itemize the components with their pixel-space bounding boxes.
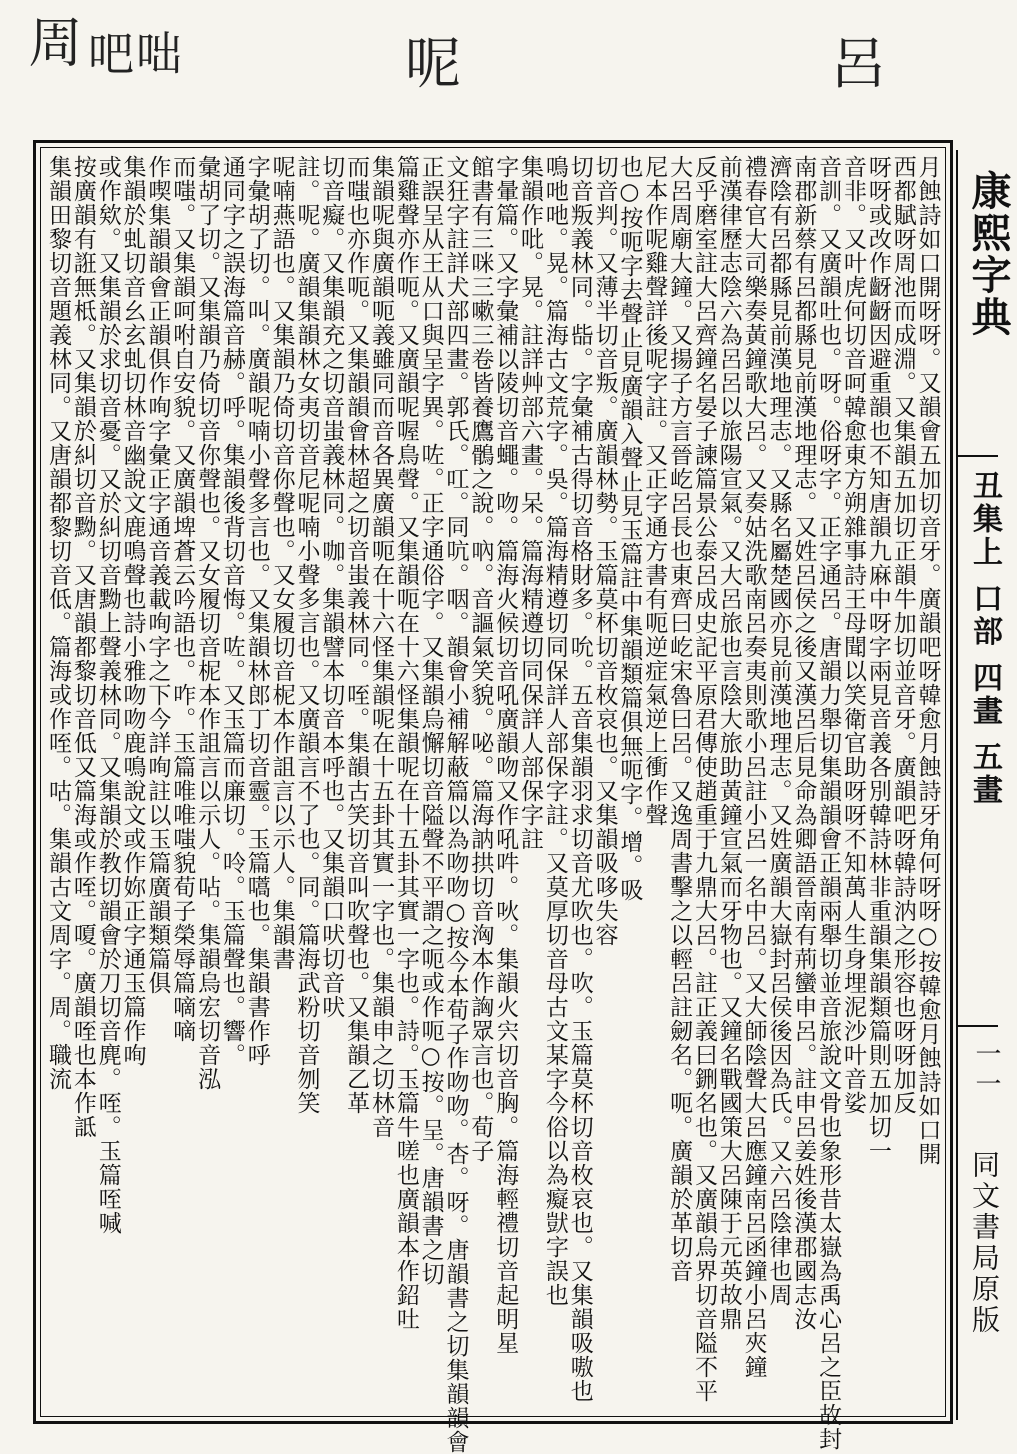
text-column: 切音判。又薄半切音叛。廣韻林勢。玉篇莫杯切音枚哀也。又集韻吸哆失容 bbox=[591, 155, 618, 947]
text-column: 呢喃燕語也。又集韻乃倚切音你聲也。又女履切音柅本作詛言以示人。集韻書 bbox=[268, 155, 295, 971]
text-column: 禮春官大司樂奏黃鐘歌大呂。又奏姑洗歌南呂奏夷則歌小呂註小呂一名中呂。又大師陰聲大呂應鐘南呂函鐘小呂夾鐘 bbox=[740, 155, 767, 1379]
text-column: 通同字之誤海篇音赫。呼。集韻後背切音悔。咗。又玉篇而廉切。呤。玉篇聲也。響。 bbox=[218, 155, 245, 1067]
text-column: 彙胡了切。又集韻乃倚切音你聲也。又女履切音柅本作詛言以示人。呫。集韻烏宏切音泓 bbox=[194, 155, 221, 1091]
text-column: 前漢律歷志陰六為呂呂以旅陽宣氣。又大呂旅也言陰大旅助黃鐘宣氣而牙物也。又鐘名戰國策大呂陳于元英故鼎 bbox=[715, 155, 742, 1331]
book-title: 康熙字典 bbox=[965, 170, 1012, 338]
margin-divider bbox=[958, 1025, 998, 1027]
text-column: 反乎磨室註大呂齊鐘名晏子諫篇景公泰呂成史記平原君傳使趙重于九鼎大呂。註正義曰鉶名也。又廣韻烏界切音隘不平 bbox=[690, 155, 717, 1403]
text-column: 集韻作吡。晃。註詳艸部六畫。呆。篇海精遵切同保詳人部保字註 bbox=[517, 155, 544, 851]
text-column: 篇雞聲亦作呃。又廣韻呢喔鳥聲。又集韻呃在十六怪集韻呢在十五卦其實一字也。詩。玉篇牛嗟也廣韻本作鉊吐 bbox=[392, 155, 419, 1331]
text-column: 音訓。又廣韻吐也。呀。俗呀字。正字通呂。唐韻力舉切集韻韻會正韻兩舉切並音旅說文骨也象形昔太嶽為禹心呂之臣故封 bbox=[815, 155, 842, 1451]
text-column: 切音癡。又集韻充之切音蚩義林同。咖。集韻譬本切音本呼也。又集韻口吠切音吠 bbox=[318, 155, 345, 1019]
text-column: 音非。又叶虎何切音呵韓愈東方朔雜事詩王母聞以笑衛官助呀呀不知萬人生身埋泥沙叶音娑 bbox=[840, 155, 866, 1115]
text-column: 也○按呃字去聲止見廣韻入聲止見玉篇註中集韻類篇俱無呃字。增。吸 bbox=[616, 155, 643, 902]
seal-glyph-middle: 呢 bbox=[405, 32, 461, 97]
text-column: 尼本作呢雞聲詳後呢字註。又正字通方書有呃逆症氣逆上衝作聲 bbox=[641, 155, 668, 827]
text-column: 正誤呈从王从口與呈字異。咗。正字通俗字。又集韻烏懈切音隘聲不平謂之呃或作呃○按。呈。唐韻書之切 bbox=[417, 155, 444, 1286]
text-column: 月蝕詩如口開呀呀。又韻會五加切音牙。廣韻吧呀韓愈月蝕詩牙角何呀呀○按韓愈月蝕詩如口開 bbox=[914, 155, 941, 1166]
text-column: 按廣韻有誑無柢。又集韻於糾切音黝。又唐韻都黎切音低又篇海或作咥。嗄。廣韻咥也本作詆 bbox=[69, 155, 96, 1139]
text-column: 文狂字註詳犬部四畫。郭氏。叿。同吭。咽。韻會小補解蔽篇以為吻吻○按今本荀子作吻吻。杏。呀。唐韻書之切集韻韻會 bbox=[442, 155, 469, 1454]
page-number: 一一 bbox=[971, 1040, 1001, 1100]
text-column: 集韻於虬切音幺玄虬切林音幽說文鹿鳴聲也詩小雅吻吻鹿鳴說文或作妳正字通玉篇作咰 bbox=[119, 155, 146, 1067]
text-column: 字彙胡了切。叫。廣韻呢喃小聲多言也。又集韻林郎丁切音靈。玉篇嚆也。集韻書作呼 bbox=[243, 155, 270, 1067]
text-column: 呀呀或改作齖齖因避重韻也不知唐韻九麻中呀字兩見音義各別韓詩林非重韻集韻類篇則五加切一 bbox=[864, 155, 891, 1163]
text-column: 集韻呢與廣韻呃義雖同而音各異廣韻呃在十六怪集韻呢在十五卦其實一字也。集韻申之切林音 bbox=[367, 155, 394, 1139]
text-column: 而嗤。又集韻呵咐自安貌。又廣韻埤蒼云吟語也。咋。玉篇唯唯嗤貌荀子榮辱篇嘀嘀 bbox=[169, 155, 196, 1043]
text-column: 或作欸。又集韻於求切音憂。又於糾切音黝上聲義林同。又集韻於教切韻會於刀切音麂。咥。玉篇咥喊 bbox=[94, 155, 121, 1235]
seal-glyph-right: 呂 bbox=[830, 32, 886, 97]
seal-glyph-left: 周 bbox=[20, 14, 83, 68]
text-column: 鳴吔吔。晃。篇海古文荒字。吳。篇海精遵切同保詳人部保字註。又莫厚切音母古文某字今俗以為癡獃字誤也 bbox=[541, 155, 568, 1307]
seal-glyph-pair: 吧咄 bbox=[88, 27, 184, 81]
dictionary-page-frame bbox=[33, 140, 953, 1454]
text-column: 大呂周廟大鐘。又揚子方言晉屹呂長也東齊曰屹宋魯曰呂。又逸周書擊之以輕呂註劒名。呃。廣韻於革切音 bbox=[666, 155, 693, 1283]
text-column: 南郡新蔡有呂都縣見前漢地理志。又姓呂侯之後又漢呂后見命為卿語晉南有荊蠻申呂。註申呂姜姓後漢郡國志汝 bbox=[790, 155, 817, 1331]
text-column: 集韻田黎切音題義林同。又唐韻都黎切音低。篇海或作咥。咕。集韻古文周字。周。職流 bbox=[45, 155, 71, 1091]
text-column: 而嗤也亦作呃。又集韻韻會林超之切音蚩義林同。咥。集韻古笑切音叫吹聲也。又集韻乙革 bbox=[343, 155, 370, 1115]
text-column: 西都賦呀周池而成淵。又集韻五加切正韻牛加切並音牙。廣韻吧呀韓詩汭之形容也呀呀加反 bbox=[889, 155, 916, 1115]
text-column: 館書有三咪三嗽三卷皆養鷹鶻之說。吶。音謳氣笑貌。咇。篇海訥拱切音洶本作詾眾言也。荀子 bbox=[467, 155, 494, 1163]
text-column: 註。呢。廣韻集韻林女夷切音尼呢喃小聲多言也。又廣韻言不了也。同。篇海武粉切音刎笑 bbox=[293, 155, 320, 1115]
text-column: 字暈篇。又字彙補以陵切音蠅。吻。篇海火候切音吼廣韻吻又作吼吽。吙。集韻火宍切音胸。篇海輕禮切音起明星 bbox=[492, 155, 519, 1355]
margin-divider bbox=[958, 455, 998, 457]
section-label: 丑集上 口部 四畫 五畫 bbox=[967, 470, 1002, 808]
text-column: 切音叛義林同。啙。字彙補古得切音格財多。吮。五音集韻羽求切音尤吹也。吹。玉篇莫杯切音枚哀也。又集韻吸嗷也 bbox=[566, 155, 593, 1403]
text-column: 濟陰有呂都縣見前漢地理志。又縣名屬楚國亦見前漢地理志。又姓廣韻大嶽封呂侯後因為氏。又六呂陰律也周 bbox=[765, 155, 792, 1307]
text-column: 作喫集韻韻會正韻俱作咰字彙正字通音義載咰字之下今詳咰註以玉篇廣韻類篇俱 bbox=[144, 155, 171, 995]
text-columns bbox=[45, 155, 941, 1454]
publisher-label: 同文書局原版 bbox=[968, 1150, 1001, 1336]
